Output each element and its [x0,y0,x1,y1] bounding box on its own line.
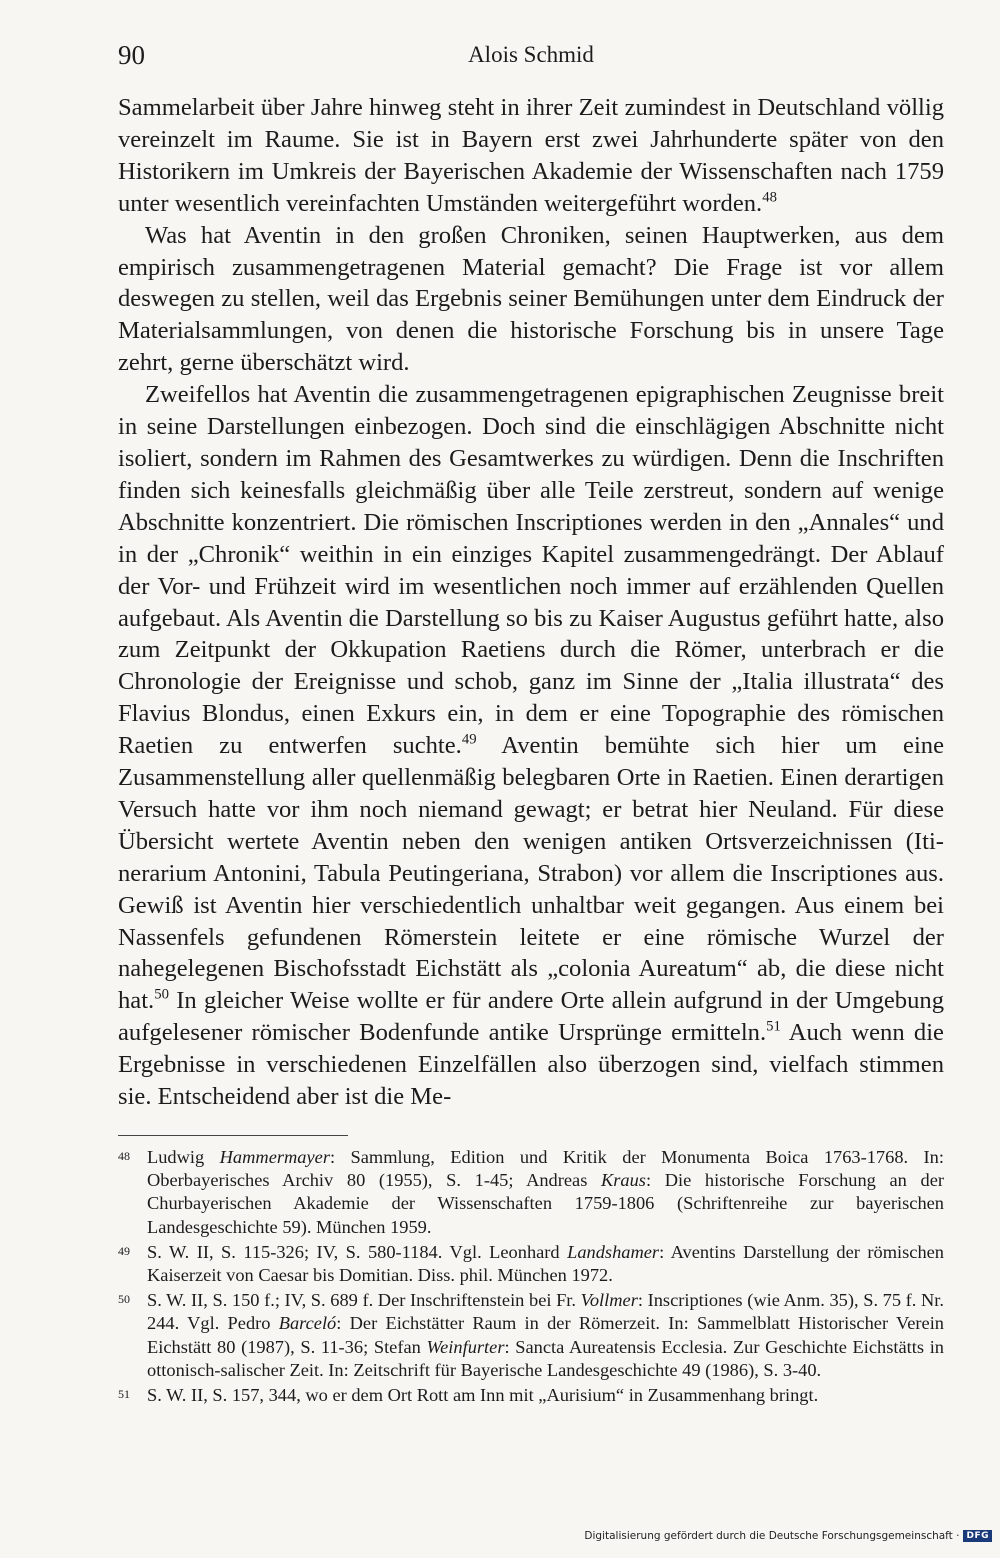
footnote-text: : Sammlung, Edition und Kritik der Monumenta Boica 1763-1768. In: Oberbayerisches Archiv 80 (1955), S. 1-45; Andreas [147,1147,944,1191]
footnote-text: : Der Eichstätter Raum in der Römerzeit. In: Sammelblatt Historischer Verein Eichstätt 80 (1987), S. 11-36; Stefan [147,1313,944,1357]
paragraph-1 [118,92,944,220]
page-number: 90 [118,40,145,70]
footnotes [118,1146,944,1409]
author-name: Weinfurter [426,1336,505,1357]
footnote-text: S. W. II, S. 157, 344, wo er dem Ort Rott am Inn mit „Aurisium“ in Zusammenhang bringt. [147,1385,819,1406]
paragraph-3-text-c: In gleicher Weise wollte er für andere Orte allein aufgrund in der Umgebung aufgelesener römischer Bodenfunde antike Ursprünge ermitteln. [118,987,944,1047]
author-name: Kraus [600,1170,646,1191]
footnote-number: 49 [118,1243,130,1258]
footnote-text: S. W. II, S. 115-326; IV, S. 580-1184. Vgl. Leonhard [147,1241,568,1262]
footnote-text: : Sancta Aureatensis Ecclesia. Zur Geschichte Eichstätts in ottonisch-salischer Zeit. In: Zeitschrift für Bayerische Landesgeschichte 49 (1986), S. 3-40. [147,1336,944,1380]
footnote-49 [118,1241,944,1287]
footnote-ref-50: 50 [154,986,169,1003]
footnote-text: : Die historische Forschung an der Churbayerischen Akademie der Wissenschaften 1759-1806 (Schriftenreihe zur bayerischen Landesgeschichte 59). München 1959. [147,1170,944,1237]
author-name: Barceló [278,1313,337,1334]
paragraph-3 [118,379,944,1113]
paragraph-3-text-b: Aventin bemühte sich hier um eine Zusammenstellung aller quellenmäßig belegbaren Orte in Raetien. Einen derartigen Versuch hatte vor ihm noch niemand gewagt; er betrat hier Neuland. Für diese Übersicht wertete Aventin neben den wenigen antiken Ortsverzeichnissen (Itinerarium Antonini, Tabula Peutingeriana, Strabon) vor allem die Inscriptiones aus. Gewiß ist Aventin hier verschiedentlich unhaltbar weit gegangen. Aus einem bei Nassenfels gefundenen Römerstein leitete er eine römische Wurzel der nahegelegenen Bischofsstadt Eichstätt als „colonia Aureatum“ ab, die diese nicht hat. [118,732,944,1015]
paragraph-3-text-a: Zweifellos hat Aventin die zusammengetragenen epigraphischen Zeugnisse breit in seine Darstellungen einbezogen. Doch sind die einschlägigen Abschnitte nicht isoliert, sondern im Rahmen des Gesamtwerkes zu würdigen. Denn die Inschriften finden sich keinesfalls gleichmäßig über alle Teile zerstreut, sondern auf wenige Abschnitte konzentriert. Die römischen Inscriptiones werden in den „Annales“ und in der „Chronik“ weithin in ein einziges Kapitel zusammengedrängt. Der Ablauf der Vor- und Frühzeit wird im wesentlichen noch immer auf erzählenden Quellen aufgebaut. Als Aventin die Darstellung so bis zu Kaiser Augustus geführt hatte, also zum Zeitpunkt der Okkupation Raetiens durch die Römer, unterbrach er die Chronologie der Ereignisse und schob, ganz im Sinne der „Italia illustrata“ des Flavius Blondus, einen Exkurs ein, in dem er eine Topographie des römischen Raetien zu entwerfen suchte. [118,381,944,760]
paragraph-2: Was hat Aventin in den großen Chroniken, seinen Hauptwerken, aus dem empirisch zusammengetragenen Material gemacht? Die Frage ist vor allem deswegen zu stellen, weil das Ergebnis seiner Bemühungen unter dem Eindruck der Materialsammlungen, von denen die historische Forschung bis in unsere Tage zehrt, gerne überschätzt wird. [118,221,944,377]
footnote-ref-48: 48 [762,189,777,206]
footnote-ref-49: 49 [461,731,477,748]
running-head: Alois Schmid [468,42,594,67]
body-text [118,92,944,1113]
footnote-48 [118,1146,944,1239]
footnote-text: Ludwig [147,1147,220,1167]
credit-text: Digitalisierung gefördert durch die Deutsche Forschungsgemeinschaft · [584,1530,960,1542]
digitization-credit [584,1530,992,1542]
page-header [118,40,944,74]
paragraph-1-text: Sammelarbeit über Jahre hinweg steht in ihrer Zeit zumindest in Deutschland völlig vereinzelt im Raume. Sie ist in Bayern erst zwei Jahrhunderte später von den Historikern im Umkreis der Bayerischen Akademie der Wissenschaften nach 1759 unter wesentlich vereinfachten Umständen weitergeführt worden. [118,94,944,217]
author-name: Hammermayer [219,1147,330,1167]
footnote-51 [118,1384,944,1407]
footnote-text: : Aventins Darstellung der römischen Kaiserzeit von Caesar bis Domitian. Diss. phil. München 1972. [147,1241,944,1286]
footnote-number: 48 [118,1149,130,1163]
footnote-divider [118,1135,348,1136]
paragraph-3-text-d: Auch wenn die Ergebnisse in verschiedenen Einzelfällen also überzogen sind, vielfach stimmen sie. Entscheidend aber ist die Me- [118,1019,944,1111]
footnote-number: 50 [118,1292,130,1307]
footnote-ref-51: 51 [766,1018,781,1035]
footnote-number: 51 [118,1387,130,1402]
footnote-50 [118,1289,944,1382]
author-name: Landshamer [567,1241,660,1262]
footnote-text: S. W. II, S. 150 f.; IV, S. 689 f. Der Inschriftenstein bei Fr. [147,1290,581,1311]
dfg-logo-icon: DFG [963,1530,992,1542]
footnote-text: : Inscriptiones (wie Anm. 35), S. 75 f. Nr. 244. Vgl. Pedro [147,1290,944,1334]
author-name: Vollmer [580,1290,638,1311]
